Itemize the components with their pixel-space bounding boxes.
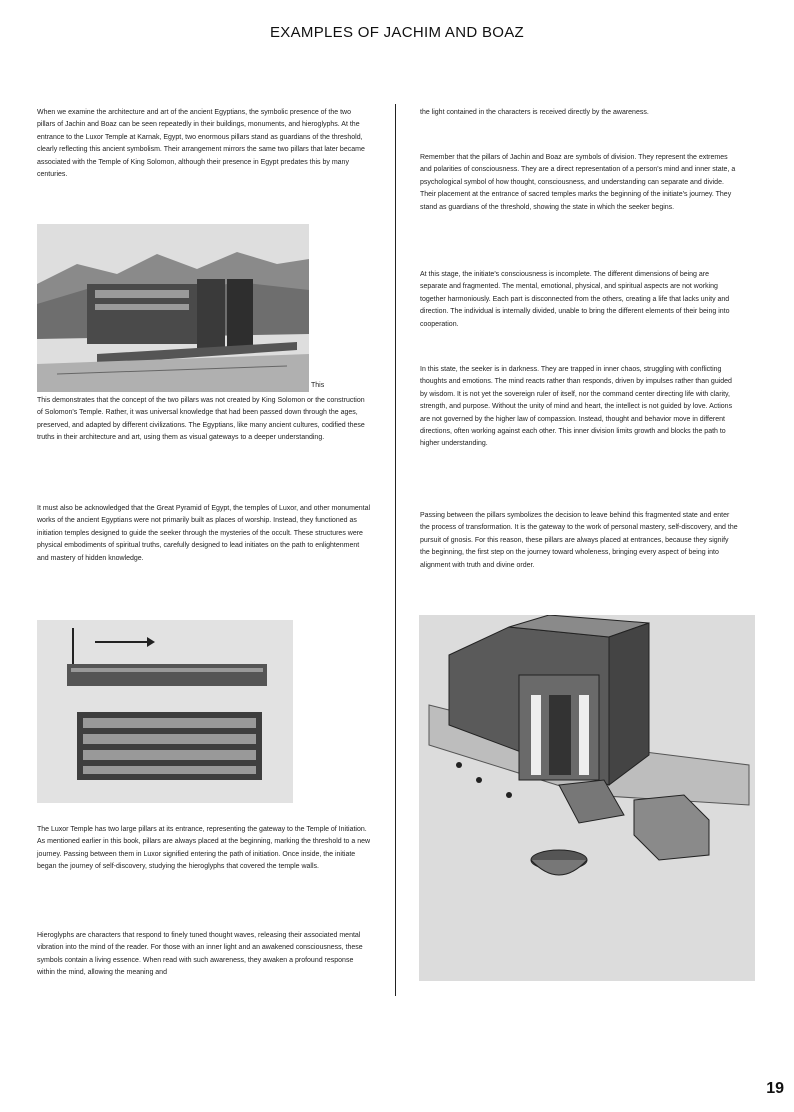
left-paragraph-1: When we examine the architecture and art of the ancient Egyptians, the symbolic presence of the two pillars of Jachin and Boaz can be seen repeatedly in their buildings, monuments, and hieroglyphs. At the entrance to the Luxor Temple at Karnak, Egypt, two enormous pillars stand as guardians of the threshold, clearly reflecting this ancient symbolism. Their arrangement mirrors the same two pillars that later became associated with the Temple of King Solomon, although their presence in Egypt predates this by many centuries. <box>37 109 365 179</box>
left-paragraph-3: It must also be acknowledged that the Great Pyramid of Egypt, the temples of Luxor, and other monumental works of the ancient Egyptians were not primarily built as places of worship. Instead, they functioned as initiation temples designed to guide the seeker through the mysteries of the occult. These structures were physical embodiments of spiritual truths, carefully designed to lead initiates on the path to enlightenment and mastery of hidden knowledge. <box>37 505 371 562</box>
temple-floor-plan-illustration <box>37 620 293 803</box>
right-paragraph-4: In this state, the seeker is in darkness. They are trapped in inner chaos, struggling with conflicting thoughts and emotions. The mind reacts rather than responds, driven by impulses rather than guided by wisdom. It is not yet the sovereign ruler of itself, nor the command center directing life with clarity, strength, and purpose. Without the unity of mind and heart, the intellect is not guided by love. Actions are not governed by the higher law of compassion. Instead, thought and behavior move in different directions, often working against each other. This inner division limits growth and blocks the path to higher understanding. <box>420 366 733 448</box>
luxor-temple-plan <box>37 620 293 803</box>
luxor-temple-engraving <box>37 224 309 392</box>
page-number: 19 <box>766 1080 784 1097</box>
solomon-temple-drawing <box>419 615 755 981</box>
right-paragraph-1: the light contained in the characters is received directly by the awareness. <box>420 109 649 116</box>
right-paragraph-3: At this stage, the initiate's consciousness is incomplete. The different dimensions of being are separate and fragmented. The mental, emotional, physical, and spiritual aspects are not working together harmoniously. Each part is disconnected from the others, creating a life that lacks unity and direction. The individual is internally divided, unable to bring the different elements of their being into cooperation. <box>420 271 730 328</box>
left-paragraph-4: The Luxor Temple has two large pillars at its entrance, representing the gateway to the Temple of Initiation. As mentioned earlier in this book, pillars are always placed at the beginning, marking the threshold to a new journey. Passing between them in Luxor signified entering the path of initiation. Once inside, the initiate began the journey of self-discovery, studying the hieroglyphs that covered the temple walls. <box>37 826 371 871</box>
right-paragraph-5: Passing between the pillars symbolizes the decision to leave behind this fragmented state and enter the process of transformation. It is the gateway to the work of personal mastery, self-discovery, and the pursuit of gnosis. For this reason, these pillars are always placed at entrances, because they signify the beginning, the first step on the journey toward wholeness, bringing every aspect of being into alignment with truth and divine order. <box>420 512 738 569</box>
page-title: EXAMPLES OF JACHIM AND BOAZ <box>270 24 524 41</box>
column-divider <box>395 104 396 996</box>
left-paragraph-2: This demonstrates that the concept of the two pillars was not created by King Solomon or the construction of Solomon's Temple. Rather, it was universal knowledge that had been passed down through the ages, preserved, and adapted by different civilizations. The Egyptians, like many ancient cultures, codified these truths in their architecture and art, using them as visual gateways to a deeper understanding. <box>37 397 365 442</box>
inline-word: This <box>311 382 325 389</box>
solomon-temple-illustration <box>419 615 755 981</box>
left-paragraph-5: Hieroglyphs are characters that respond to finely tuned thought waves, releasing their associated mental vibration into the mind of the reader. For those with an inner light and an awakened consciousness, these symbols contain a living essence. When read with such awareness, they awaken a profound response within the mind, allowing the meaning and <box>37 932 363 977</box>
luxor-temple-illustration <box>37 224 309 392</box>
right-paragraph-2: Remember that the pillars of Jachin and Boaz are symbols of division. They represent the extremes and polarities of consciousness. They are a direct representation of a person's mind and inner state, a psychological symbol of how thought, consciousness, and understanding can separate and divide. Their placement at the entrance of sacred temples marks the beginning of the initiate's journey. They stand as guardians of the threshold, showing the state in which the seeker begins. <box>420 154 736 211</box>
